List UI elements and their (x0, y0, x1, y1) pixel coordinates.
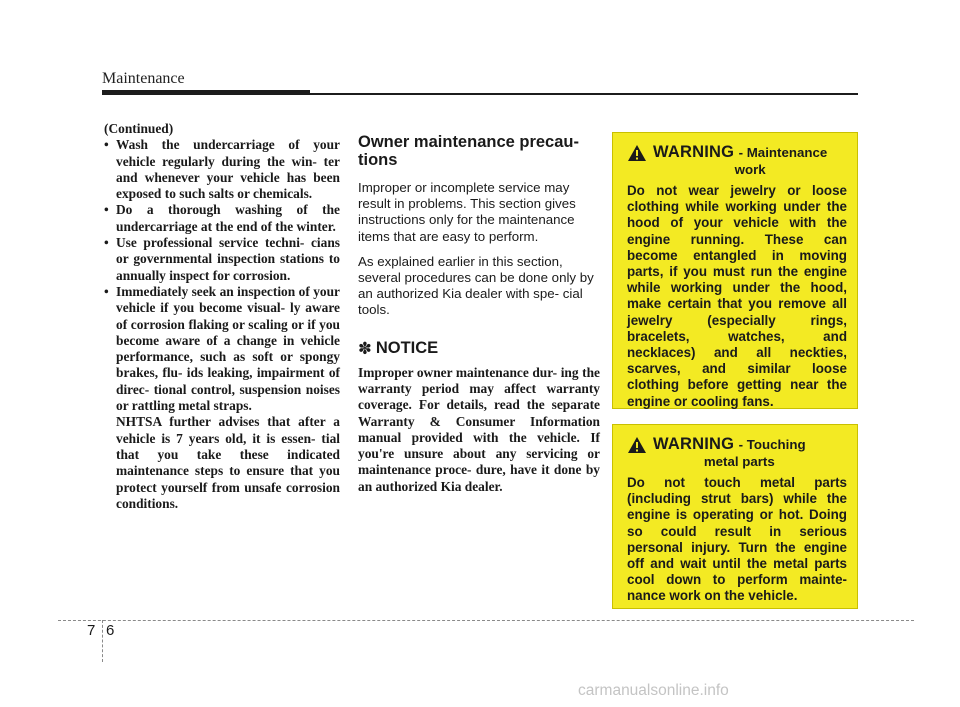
warning-box-metal-parts (612, 424, 858, 609)
warning-topic: - Touching (738, 437, 806, 452)
nhtsa-paragraph: NHTSA further advises that after a vehicle is 7 years old, it is essen- tial that you take these indicated maintenance steps to ensure that you protect yourself from unsafe corrosion conditions. (116, 414, 340, 511)
list-item: • Do a thorough washing of the undercarriage at the end of the winter. (104, 202, 340, 235)
left-column (104, 121, 340, 512)
footer-page-divider (102, 620, 103, 662)
notice-body: Improper owner maintenance dur- ing the warranty period may affect warranty coverage. For details, read the separate Warranty & Consumer Information manual provided with the vehicle. If you're unsure about any servicing or maintenance proce- dure, have it done by an authorized Kia dealer. (358, 364, 600, 494)
notice-title: NOTICE (375, 339, 439, 358)
corrosion-tips-list (104, 137, 340, 414)
list-item: • Use professional service techni- cians or governmental inspection stations to annually inspect for corrosion. (104, 235, 340, 284)
dealer-paragraph: As explained earlier in this section, several procedures can be done only by an authorized Kia dealer with spe- cial tools. (358, 253, 594, 318)
warning-box-maintenance (612, 132, 858, 409)
warning-triangle-icon (627, 436, 647, 454)
middle-column (358, 133, 600, 495)
warning-header (627, 143, 847, 177)
intro-paragraph: Improper or incomplete service may result in problems. This section gives instructions only for the maintenance items that are easy to perform. (358, 180, 576, 244)
chapter-number: 7 (87, 622, 96, 639)
warning-header (627, 435, 847, 469)
notice-symbol-icon: ✽ (358, 339, 372, 358)
header-rule-thin (310, 93, 858, 95)
warning-topic-line2: work (734, 162, 766, 177)
list-item: • Immediately seek an inspection of your vehicle if you become visual- ly aware of corrosion flaking or scaling or if you become aware of a change in vehicle performance, such as soft or spongy brakes, flu- ids leaking, impairment of direc- tional control, suspension noises or rattling metal straps. (104, 284, 340, 414)
warning-topic: - Maintenance (738, 145, 828, 160)
warning-body: Do not touch metal parts (including strut bars) while the engine is operating or hot. Doing so could result in serious personal injury. Turn the engine off and wait until the metal parts cool down to perform mainte- nance work on the vehicle. (627, 475, 847, 604)
header-rule-thick (102, 90, 310, 95)
warning-word: WARNING (653, 143, 735, 161)
warning-word: WARNING (653, 435, 735, 453)
continued-label: (Continued) (104, 121, 174, 136)
warning-triangle-icon (627, 144, 647, 162)
footer-divider (58, 620, 914, 621)
watermark: carmanualsonline.info (578, 682, 729, 699)
warning-body: Do not wear jewelry or loose clothing while working under the hood of your vehicle with the engine running. These can become entangled in moving parts, if you must run the engine while working under the hood, make certain that you remove all jewelry (especially rings, bracelets, watches, and necklaces) and all neckties, scarves, and similar loose clothing before getting near the engine or cooling fans. (627, 183, 847, 409)
section-heading: Owner maintenance precau- tions (358, 133, 579, 169)
page-number: 6 (106, 622, 115, 639)
list-item: • Wash the undercarriage of your vehicle regularly during the win- ter and whenever your vehicle has been exposed to such salts or chemicals. (104, 137, 340, 202)
section-title: Maintenance (102, 70, 185, 87)
notice-heading (358, 339, 600, 359)
warning-topic-line2: metal parts (703, 454, 775, 469)
